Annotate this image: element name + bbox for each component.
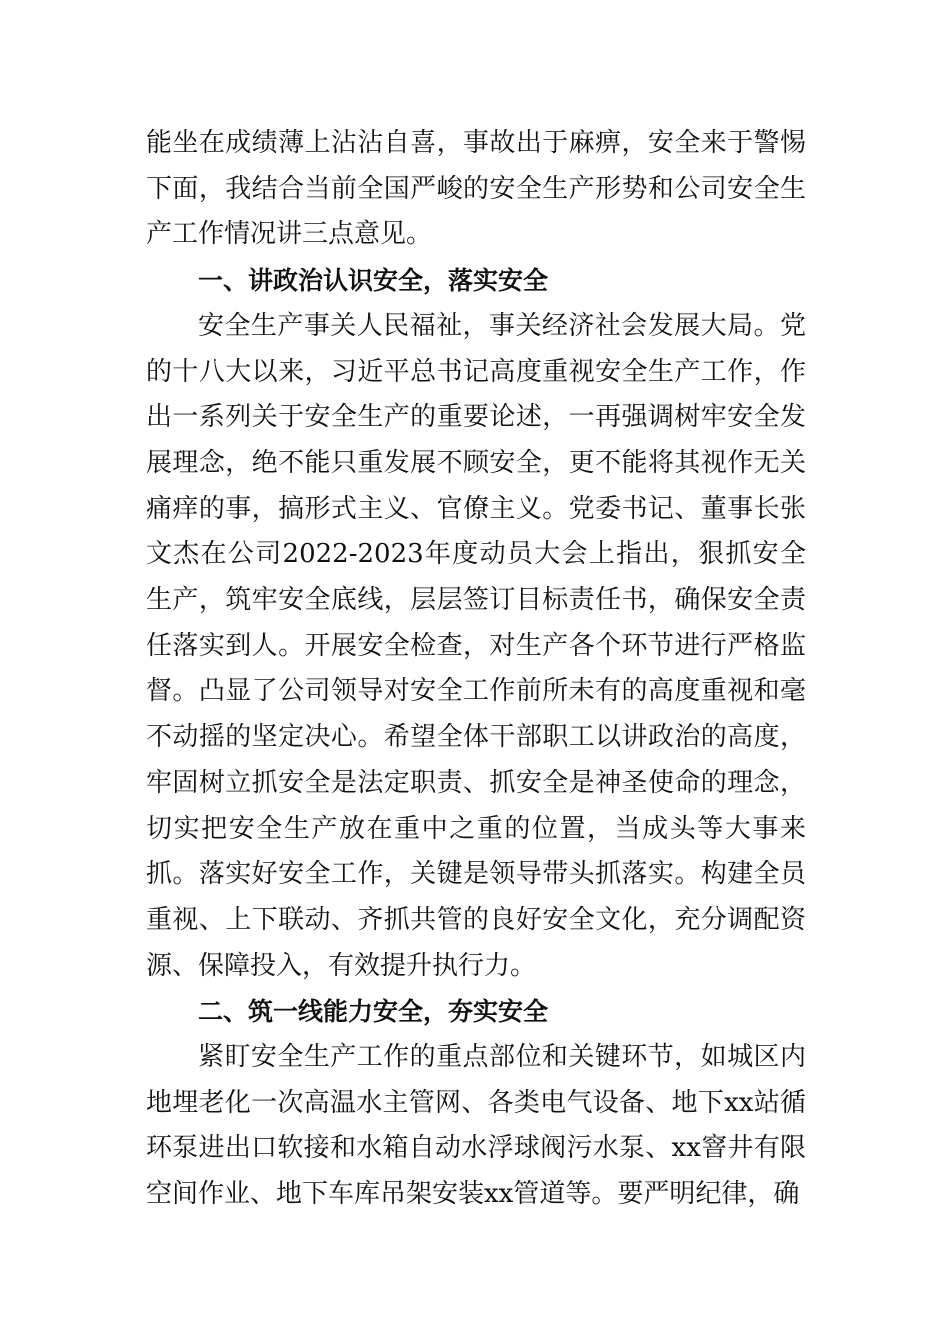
section-2-heading: 二、筑一线能力安全，夯实安全 [198,997,549,1027]
document-body [146,121,806,1218]
section-1-paragraph: 安全生产事关人民福祉，事关经济社会发展大局。党的十八大以来，习近平总书记高度重视安全生产工作，作出一系列关于安全生产的重要论述，一再强调树牢安全发展理念，绝不能只重发展不顾安全，更不能将其视作无关痛痒的事，搞形式主义、官僚主义。党委书记、董事长张文杰在公司2022-2023年度动员大会上指出，狠抓安全生产，筑牢安全底线，层层签订目标责任书，确保安全责任落实到人。开展安全检查，对生产各个环节进行严格监督。凸显了公司领导对安全工作前所未有的高度重视和毫不动摇的坚定决心。希望全体干部职工以讲政治的高度，牢固树立抓安全是法定职责、抓安全是神圣使命的理念，切实把安全生产放在重中之重的位置，当成头等大事来抓。落实好安全工作，关键是领导带头抓落实。构建全员重视、上下联动、齐抓共管的良好安全文化，充分调配资源、保障投入，有效提升执行力。 [146,310,806,981]
section-1-heading: 一、讲政治认识安全，落实安全 [198,266,549,296]
intro-paragraph: 能坐在成绩薄上沾沾自喜，事故出于麻痹，安全来于警惕下面，我结合当前全国严峻的安全生产形势和公司安全生产工作情况讲三点意见。 [146,128,806,250]
section-2-paragraph: 紧盯安全生产工作的重点部位和关键环节，如城区内地埋老化一次高温水主管网、各类电气设备、地下xx站循环泵进出口软接和水箱自动水浮球阀污水泵、xx窨井有限空间作业、地下车库吊架安装xx管道等。要严明纪律，确 [146,1042,806,1210]
